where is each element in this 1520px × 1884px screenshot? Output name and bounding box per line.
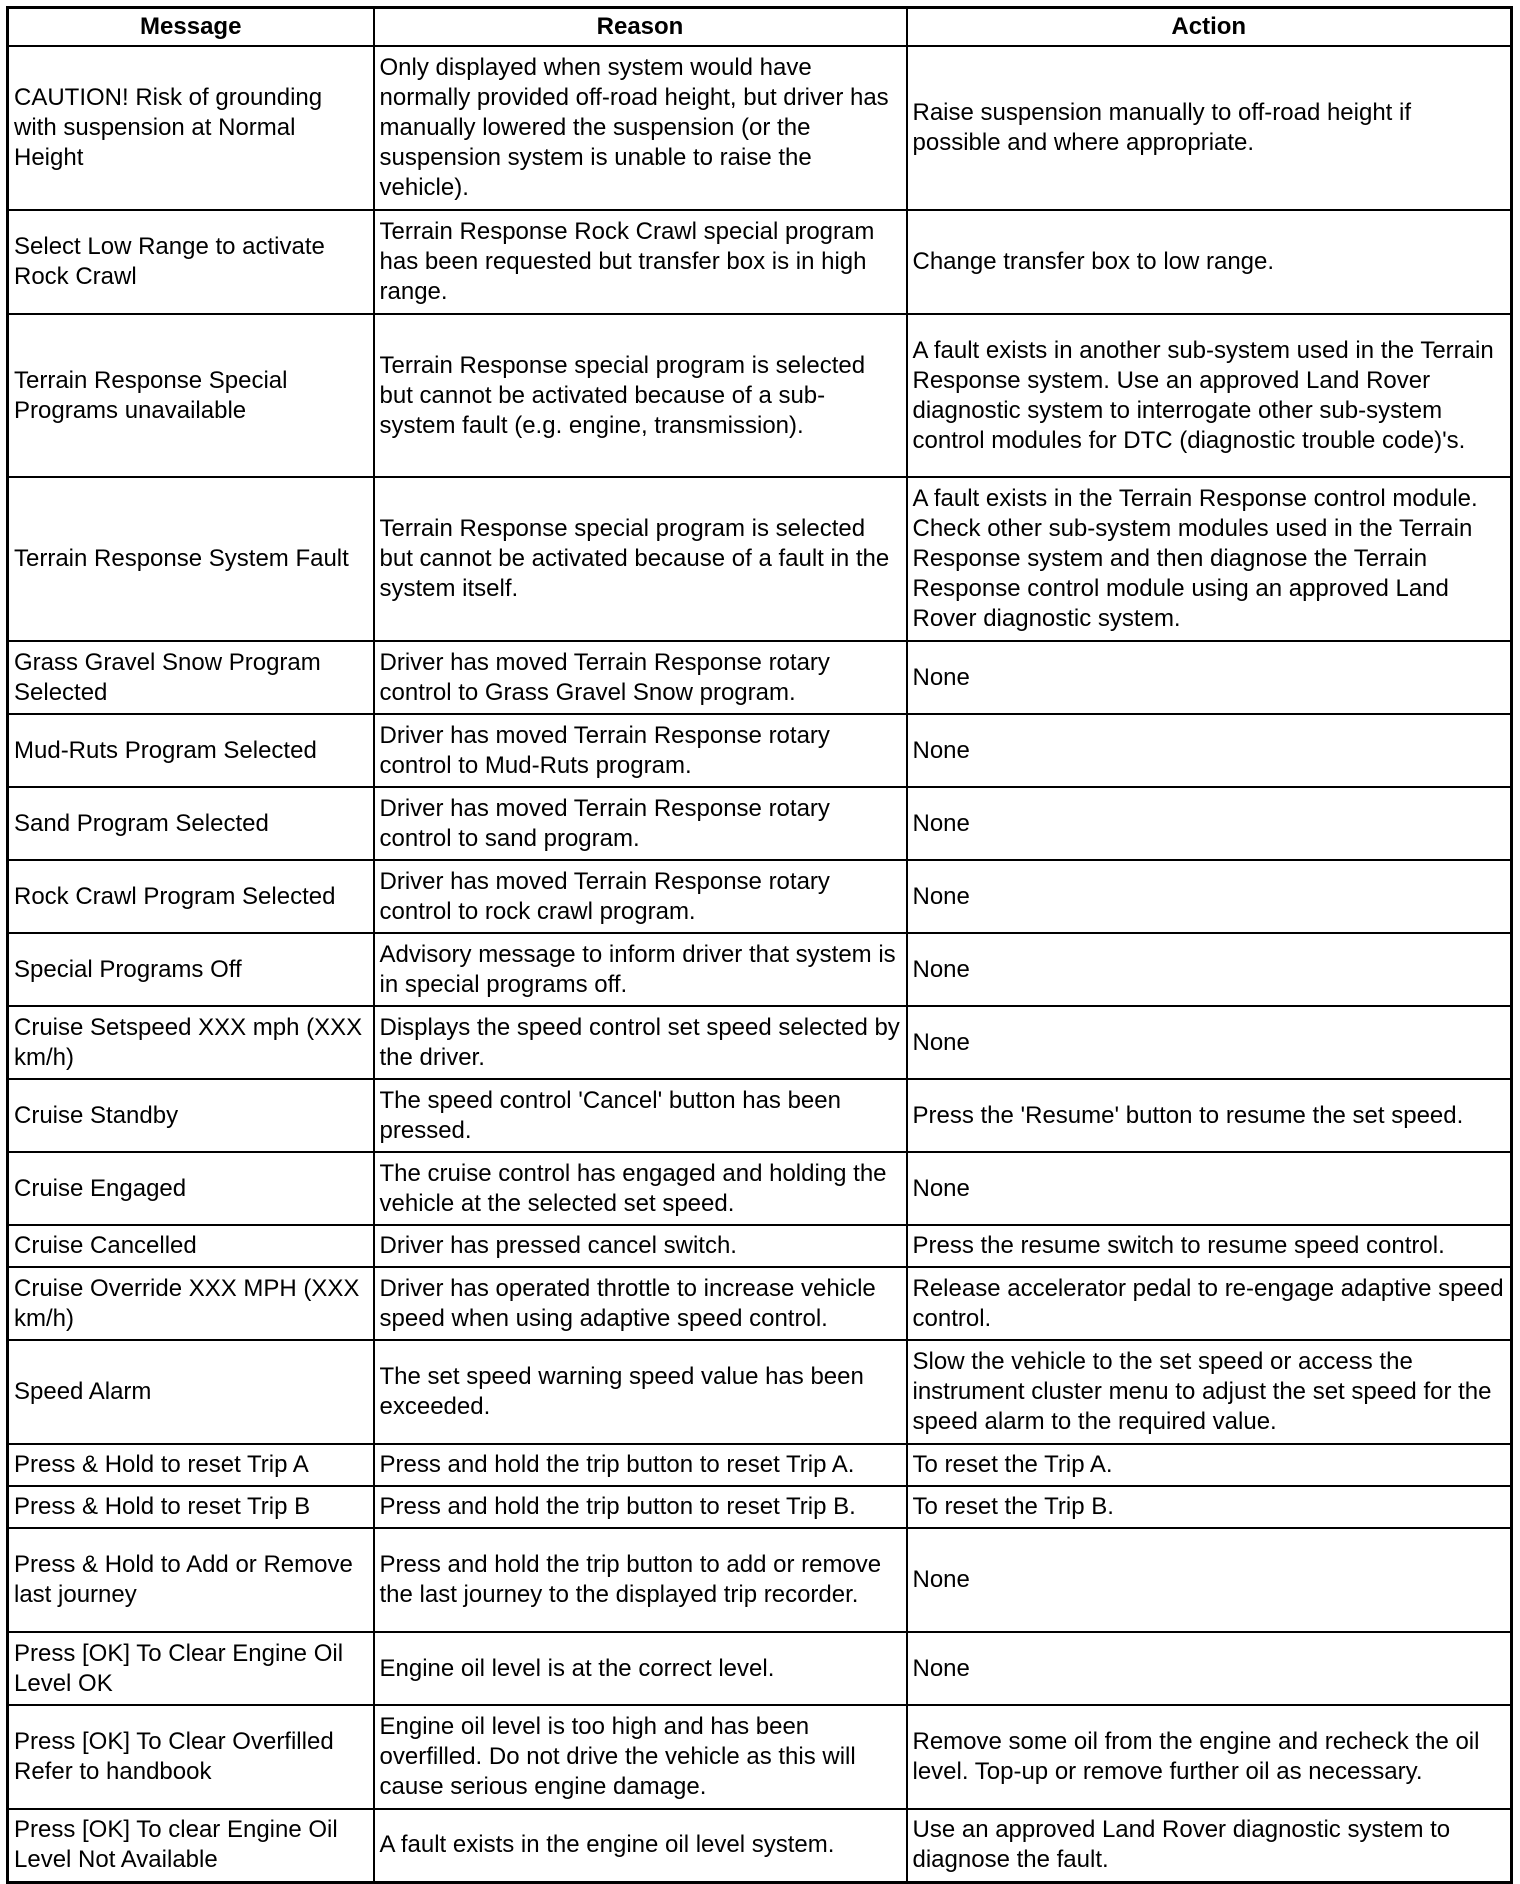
action-cell: Raise suspension manually to off-road height if possible and where appropriate. <box>907 46 1512 210</box>
reason-cell: Displays the speed control set speed selected by the driver. <box>374 1006 907 1079</box>
message-cell: Special Programs Off <box>8 933 374 1006</box>
table-row <box>8 477 1512 641</box>
reason-cell: Driver has moved Terrain Response rotary control to sand program. <box>374 787 907 860</box>
message-cell: Grass Gravel Snow Program Selected <box>8 641 374 714</box>
table-row <box>8 933 1512 1006</box>
header-action: Action <box>907 8 1512 47</box>
action-cell: None <box>907 1528 1512 1632</box>
table-row <box>8 1267 1512 1340</box>
reason-cell: Press and hold the trip button to reset Trip A. <box>374 1444 907 1486</box>
table-row <box>8 1705 1512 1809</box>
message-cell: Cruise Override XXX MPH (XXX km/h) <box>8 1267 374 1340</box>
reason-cell: Driver has moved Terrain Response rotary control to Grass Gravel Snow program. <box>374 641 907 714</box>
reason-cell: Driver has operated throttle to increase vehicle speed when using adaptive speed control. <box>374 1267 907 1340</box>
message-cell: Cruise Engaged <box>8 1152 374 1225</box>
message-table <box>6 6 1513 1884</box>
action-cell: Press the resume switch to resume speed control. <box>907 1225 1512 1267</box>
table-row <box>8 714 1512 787</box>
message-cell: CAUTION! Risk of grounding with suspension at Normal Height <box>8 46 374 210</box>
message-cell: Press & Hold to reset Trip B <box>8 1486 374 1528</box>
action-cell: None <box>907 1632 1512 1705</box>
action-cell: None <box>907 860 1512 933</box>
message-cell: Speed Alarm <box>8 1340 374 1444</box>
reason-cell: The speed control 'Cancel' button has been pressed. <box>374 1079 907 1152</box>
message-cell: Rock Crawl Program Selected <box>8 860 374 933</box>
action-cell: Slow the vehicle to the set speed or access the instrument cluster menu to adjust the set speed for the speed alarm to the required value. <box>907 1340 1512 1444</box>
message-cell: Cruise Standby <box>8 1079 374 1152</box>
table-row <box>8 210 1512 314</box>
reason-cell: A fault exists in the engine oil level system. <box>374 1809 907 1882</box>
reason-cell: Terrain Response special program is selected but cannot be activated because of a fault in the system itself. <box>374 477 907 641</box>
reason-cell: Engine oil level is at the correct level. <box>374 1632 907 1705</box>
message-cell: Press & Hold to reset Trip A <box>8 1444 374 1486</box>
action-cell: None <box>907 787 1512 860</box>
action-cell: Use an approved Land Rover diagnostic system to diagnose the fault. <box>907 1809 1512 1882</box>
table-row <box>8 1079 1512 1152</box>
action-cell: To reset the Trip B. <box>907 1486 1512 1528</box>
table-row <box>8 1340 1512 1444</box>
table-row <box>8 1006 1512 1079</box>
table-row <box>8 787 1512 860</box>
message-cell: Cruise Setspeed XXX mph (XXX km/h) <box>8 1006 374 1079</box>
reason-cell: Engine oil level is too high and has been overfilled. Do not drive the vehicle as this will cause serious engine damage. <box>374 1705 907 1809</box>
table-row <box>8 314 1512 477</box>
reason-cell: Terrain Response special program is selected but cannot be activated because of a sub-system fault (e.g. engine, transmission). <box>374 314 907 477</box>
action-cell: None <box>907 1006 1512 1079</box>
message-cell: Press [OK] To clear Engine Oil Level Not Available <box>8 1809 374 1882</box>
message-cell: Terrain Response System Fault <box>8 477 374 641</box>
action-cell: Remove some oil from the engine and recheck the oil level. Top-up or remove further oil as necessary. <box>907 1705 1512 1809</box>
reason-cell: The cruise control has engaged and holding the vehicle at the selected set speed. <box>374 1152 907 1225</box>
reason-cell: Press and hold the trip button to add or remove the last journey to the displayed trip recorder. <box>374 1528 907 1632</box>
message-cell: Press [OK] To Clear Engine Oil Level OK <box>8 1632 374 1705</box>
message-cell: Mud-Ruts Program Selected <box>8 714 374 787</box>
reason-cell: Driver has moved Terrain Response rotary control to rock crawl program. <box>374 860 907 933</box>
action-cell: Press the 'Resume' button to resume the set speed. <box>907 1079 1512 1152</box>
table-row <box>8 1528 1512 1632</box>
reason-cell: Terrain Response Rock Crawl special program has been requested but transfer box is in high range. <box>374 210 907 314</box>
table-row <box>8 1632 1512 1705</box>
reason-cell: Driver has pressed cancel switch. <box>374 1225 907 1267</box>
message-cell: Sand Program Selected <box>8 787 374 860</box>
action-cell: A fault exists in the Terrain Response control module. Check other sub-system modules used in the Terrain Response system and then diagnose the Terrain Response control module using an approved Land Rover diagnostic system. <box>907 477 1512 641</box>
message-cell: Select Low Range to activate Rock Crawl <box>8 210 374 314</box>
message-cell: Cruise Cancelled <box>8 1225 374 1267</box>
action-cell: None <box>907 714 1512 787</box>
table-row <box>8 860 1512 933</box>
table-row <box>8 46 1512 210</box>
table-row <box>8 1486 1512 1528</box>
reason-cell: Driver has moved Terrain Response rotary control to Mud-Ruts program. <box>374 714 907 787</box>
reason-cell: Advisory message to inform driver that system is in special programs off. <box>374 933 907 1006</box>
action-cell: To reset the Trip A. <box>907 1444 1512 1486</box>
action-cell: A fault exists in another sub-system used in the Terrain Response system. Use an approved Land Rover diagnostic system to interrogate other sub-system control modules for DTC (diagnostic trouble code)'s. <box>907 314 1512 477</box>
message-cell: Terrain Response Special Programs unavailable <box>8 314 374 477</box>
header-reason: Reason <box>374 8 907 47</box>
action-cell: Change transfer box to low range. <box>907 210 1512 314</box>
reason-cell: Only displayed when system would have normally provided off-road height, but driver has manually lowered the suspension (or the suspension system is unable to raise the vehicle). <box>374 46 907 210</box>
reason-cell: Press and hold the trip button to reset Trip B. <box>374 1486 907 1528</box>
message-cell: Press [OK] To Clear Overfilled Refer to handbook <box>8 1705 374 1809</box>
action-cell: None <box>907 1152 1512 1225</box>
table-row <box>8 1225 1512 1267</box>
table-row <box>8 1152 1512 1225</box>
message-cell: Press & Hold to Add or Remove last journey <box>8 1528 374 1632</box>
action-cell: Release accelerator pedal to re-engage adaptive speed control. <box>907 1267 1512 1340</box>
reason-cell: The set speed warning speed value has been exceeded. <box>374 1340 907 1444</box>
table-row <box>8 1809 1512 1882</box>
table-row <box>8 1444 1512 1486</box>
header-message: Message <box>8 8 374 47</box>
table-row <box>8 641 1512 714</box>
action-cell: None <box>907 641 1512 714</box>
action-cell: None <box>907 933 1512 1006</box>
header-row <box>8 8 1512 47</box>
